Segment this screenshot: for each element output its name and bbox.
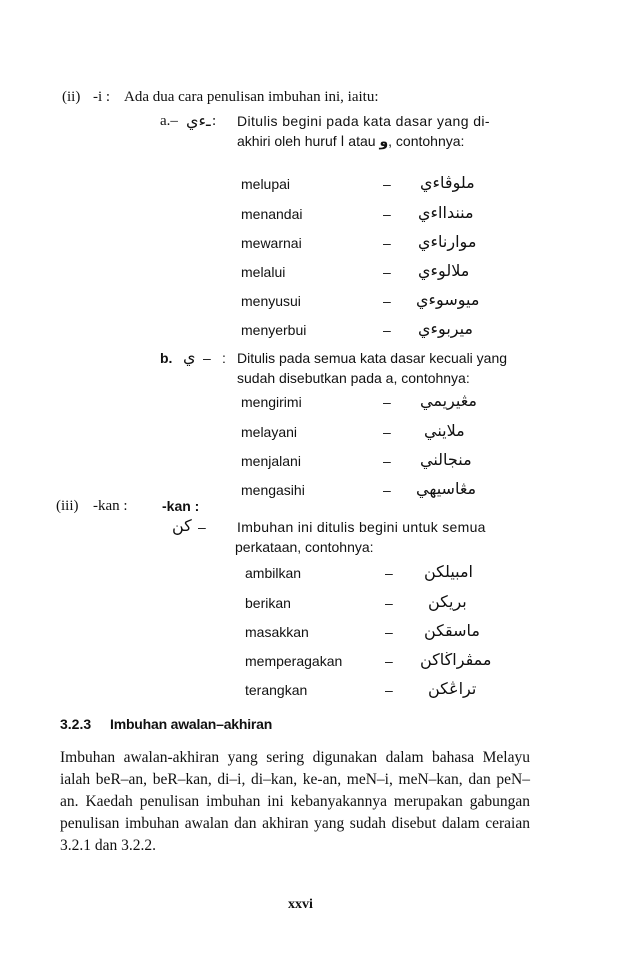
example-dash: – bbox=[383, 206, 391, 222]
example-dash: – bbox=[385, 595, 393, 611]
example-dash: – bbox=[383, 424, 391, 440]
example-dash: – bbox=[383, 322, 391, 338]
example-dash: – bbox=[383, 293, 391, 309]
example-jawi: ملايني bbox=[424, 421, 465, 440]
example-rumi: menjalani bbox=[241, 453, 301, 469]
example-jawi: امبيلكن bbox=[424, 562, 473, 581]
section-iii-jawi-suffix: كن bbox=[172, 516, 192, 535]
example-jawi: ميوسوءي bbox=[416, 290, 480, 309]
example-jawi: بريكن bbox=[428, 592, 467, 611]
item-b-label: b. bbox=[160, 350, 173, 366]
item-a-jawi-suffix: ـءي bbox=[186, 111, 211, 130]
example-rumi: menyerbui bbox=[241, 322, 307, 338]
example-rumi: melupai bbox=[241, 176, 291, 192]
example-jawi: تراڠكن bbox=[428, 679, 477, 698]
item-a-label: a.– bbox=[160, 113, 178, 129]
example-rumi: melayani bbox=[241, 424, 298, 440]
example-dash: – bbox=[385, 682, 393, 698]
example-dash: – bbox=[383, 453, 391, 469]
item-a-desc-line1: Ditulis begini pada kata dasar yang di- bbox=[237, 113, 490, 129]
example-jawi: ملالوءي bbox=[418, 261, 470, 280]
example-rumi: terangkan bbox=[245, 682, 308, 698]
example-jawi: مڠاسيهي bbox=[416, 479, 477, 498]
example-rumi: masakkan bbox=[245, 624, 309, 640]
section-iii-bold-suffix: -kan : bbox=[162, 498, 200, 514]
section-ii-intro: Ada dua cara penulisan imbuhan ini, iaitu: bbox=[124, 89, 379, 105]
example-dash: – bbox=[383, 235, 391, 251]
example-jawi: منندااءي bbox=[418, 203, 474, 222]
example-dash: – bbox=[383, 264, 391, 280]
item-b-desc-line1: Ditulis pada semua kata dasar kecuali yang bbox=[237, 350, 508, 366]
example-dash: – bbox=[383, 176, 391, 192]
section-iii-jawi-dash: – bbox=[198, 519, 206, 535]
section-ii-suffix: -i : bbox=[93, 89, 111, 105]
item-a-desc-line2: akhiri oleh huruf ا atau و, contohnya: bbox=[237, 133, 465, 150]
example-rumi: menandai bbox=[241, 206, 303, 222]
section-iii-desc-line2: perkataan, contohnya: bbox=[235, 539, 374, 555]
example-rumi: memperagakan bbox=[245, 653, 343, 669]
example-rumi: ambilkan bbox=[245, 565, 302, 581]
example-jawi: مڠيريمي bbox=[420, 391, 477, 410]
item-b-colon: : bbox=[222, 350, 226, 366]
item-b-dash: – bbox=[203, 350, 211, 366]
example-dash: – bbox=[385, 653, 393, 669]
example-jawi: ممڤراڬاكن bbox=[420, 650, 492, 669]
section-heading-number: 3.2.3 bbox=[60, 716, 92, 732]
example-dash: – bbox=[383, 394, 391, 410]
example-rumi: menyusui bbox=[241, 293, 301, 309]
example-rumi: berikan bbox=[245, 595, 291, 611]
section-heading-title: Imbuhan awalan–akhiran bbox=[110, 716, 273, 732]
example-jawi: موارناءي bbox=[418, 232, 477, 251]
section-ii-number: (ii) bbox=[62, 89, 81, 105]
example-rumi: melalui bbox=[241, 264, 286, 280]
example-dash: – bbox=[385, 565, 393, 581]
example-jawi: ماسقكن bbox=[424, 621, 480, 640]
section-iii-desc-line1: Imbuhan ini ditulis begini untuk semua bbox=[237, 519, 486, 535]
body-paragraph: Imbuhan awalan-akhiran yang sering digunakan dalam bahasa Melayu ialah beR–an, beR–kan, di–i, di–kan, ke-an, meN–i, meN–kan, dan peN–an. Kaedah penulisan imbuhan ini kebanyakannya merupakan gabungan penulisan imbuhan awalan dan akhiran yang sudah disebut dalam ceraian 3.2.1 dan 3.2.2. bbox=[60, 749, 530, 854]
section-iii-number: (iii) bbox=[56, 498, 79, 514]
example-dash: – bbox=[383, 482, 391, 498]
item-a-colon: : bbox=[212, 113, 217, 129]
page-number: xxvi bbox=[288, 897, 313, 912]
example-rumi: mengasihi bbox=[241, 482, 305, 498]
example-dash: – bbox=[385, 624, 393, 640]
example-jawi: ملوڤاءي bbox=[420, 173, 475, 192]
example-rumi: mengirimi bbox=[241, 394, 302, 410]
example-jawi: منجالني bbox=[420, 450, 472, 469]
example-rumi: mewarnai bbox=[241, 235, 302, 251]
item-b-desc-line2: sudah disebutkan pada a, contohnya: bbox=[237, 370, 470, 386]
example-jawi: ميربوءي bbox=[418, 319, 473, 338]
item-b-jawi-suffix: ي bbox=[183, 347, 196, 366]
section-iii-suffix: -kan : bbox=[93, 498, 128, 514]
